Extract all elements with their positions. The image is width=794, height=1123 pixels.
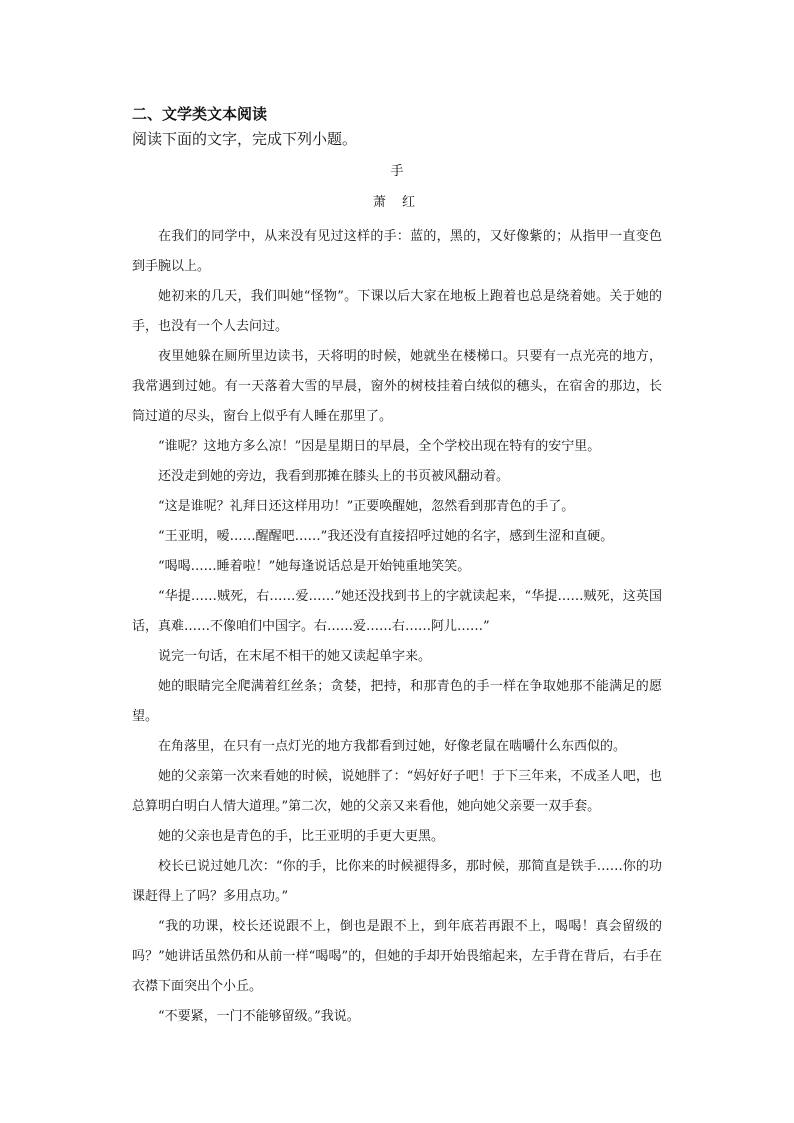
story-paragraph: “我的功课，校长还说跟不上，倒也是跟不上，到年底若再跟不上，喝喝！真会留级的吗？”她讲话虽然仍和从前一样“喝喝”的，但她的手却开始畏缩起来，左手背在背后，右手在衣襟下面突出个小丘。 [132,919,662,994]
story-paragraph: 她的眼睛完全爬满着红丝条；贪婪，把持，和那青色的手一样在争取她那不能满足的愿望。 [132,679,662,724]
story-paragraph: 她的父亲第一次来看她的时候，说她胖了：“妈好好子吧！于下三年来，不成圣人吧，也总算明白明白人情大道理。”第二次，她的父亲又来看他，她向她父亲要一双手套。 [132,769,662,814]
story-paragraph: 说完一句话，在末尾不相干的她又读起单字来。 [158,649,432,664]
story-paragraph: “华提……贼死，右……爱……”她还没找到书上的字就读起来，“华提……贼死，这英国话，真难……不像咱们中国字。右……爱……右……阿儿……” [132,589,662,634]
story-paragraph: 夜里她躲在厕所里边读书，天将明的时候，她就坐在楼梯口。只要有一点光亮的地方，我常遇到过她。有一天落着大雪的早晨，窗外的树枝挂着白绒似的穗头，在宿舍的那边，长筒过道的尽头，窗台上似乎有人睡在那里了。 [132,349,662,424]
section-heading: 二、文学类文本阅读 [132,105,268,123]
reading-instruction: 阅读下面的文字，完成下列小题。 [132,130,358,148]
story-paragraph: 她初来的几天，我们叫她“怪物”。下课以后大家在地板上跑着也总是绕着她。关于她的手，也没有一个人去问过。 [132,289,662,334]
story-paragraph: “不要紧，一门不能够留级。”我说。 [158,1009,360,1024]
story-paragraph: “喝喝……睡着啦！”她每逢说话总是开始钝重地笑笑。 [158,559,471,574]
story-paragraph: 她的父亲也是青色的手，比王亚明的手更大更黑。 [158,829,445,844]
story-paragraph: “王亚明，嗳……醒醒吧……”我还没有直接招呼过她的名字，感到生涩和直硬。 [158,529,614,544]
story-title: 手 [390,164,404,179]
story-paragraph: “这是谁呢？礼拜日还这样用功！”正要唤醒她，忽然看到那青色的手了。 [158,499,575,514]
story-paragraph: 还没走到她的旁边，我看到那摊在膝头上的书页被风翻动着。 [158,469,510,484]
story-paragraph: 在我们的同学中，从来没有见过这样的手：蓝的，黑的，又好像紫的；从指甲一直变色到手腕以上。 [132,229,662,274]
story-paragraph: 校长已说过她几次：“你的手，比你来的时候褪得多，那时候，那简直是铁手……你的功课赶得上了吗？多用点功。” [132,859,662,904]
story-paragraph: 在角落里，在只有一点灯光的地方我都看到过她，好像老鼠在啮嚼什么东西似的。 [158,739,627,754]
story-paragraph: “谁呢？这地方多么凉！”因是星期日的早晨，全个学校出现在特有的安宁里。 [158,439,601,454]
story-author: 萧 红 [372,195,422,210]
story-body [132,222,662,1032]
